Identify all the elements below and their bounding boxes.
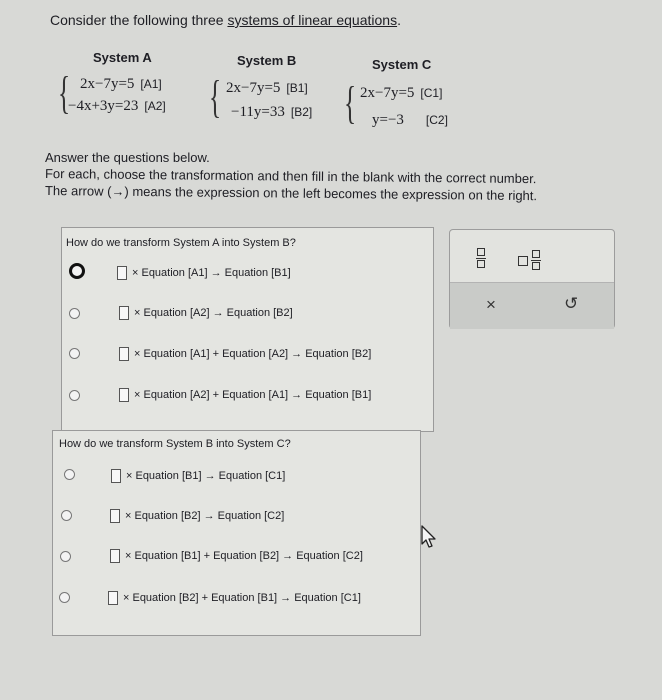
equation-b2-expr: −11y=33 xyxy=(231,104,285,120)
q1-option-3[interactable] xyxy=(119,347,371,361)
system-a-brace: { xyxy=(58,67,71,118)
q2-option-4[interactable] xyxy=(108,591,361,605)
equation-c1-tag: [C1] xyxy=(420,86,443,100)
q2-option-1-blank[interactable] xyxy=(111,469,121,483)
q2-option-4-label: × Equation [B2] + Equation [B1] → Equation [C1] xyxy=(123,592,361,604)
q2-option-3-radio[interactable] xyxy=(60,551,71,562)
q2-option-3-label: × Equation [B1] + Equation [B2] → Equation [C2] xyxy=(125,550,363,562)
q2-option-2-label: × Equation [B2] → Equation [C2] xyxy=(125,510,285,522)
q1-option-1-label: × Equation [A1] → Equation [B1] xyxy=(132,267,291,279)
mixed-number-fraction-icon xyxy=(531,250,541,271)
toolbox-actions xyxy=(450,282,614,329)
q1-option-2-label: × Equation [A2] → Equation [B2] xyxy=(134,307,293,319)
system-b-heading: System B xyxy=(237,53,297,68)
q2-option-1[interactable] xyxy=(111,469,285,483)
q1-option-4[interactable] xyxy=(119,388,371,402)
q2-option-2[interactable] xyxy=(110,509,284,523)
system-c-heading: System C xyxy=(372,57,432,72)
instruction-arrow: The arrow (→) means the expression on the left becomes the expression on the right. xyxy=(44,183,538,204)
equation-b2 xyxy=(231,104,312,121)
question-2-panel xyxy=(52,430,421,636)
question-1-panel xyxy=(61,227,434,432)
equation-c2 xyxy=(372,112,448,129)
equation-c2-tag: [C2] xyxy=(425,113,448,127)
q2-option-1-label: × Equation [B1] → Equation [C1] xyxy=(126,470,286,482)
equation-b1-expr: 2x−7y=5 xyxy=(226,80,281,96)
equation-a1 xyxy=(80,76,162,93)
q1-option-1-blank[interactable] xyxy=(117,266,127,280)
q1-option-4-blank[interactable] xyxy=(119,388,129,402)
clear-button[interactable]: × xyxy=(486,295,496,314)
q1-option-1-radio[interactable] xyxy=(69,263,85,279)
question-1-title: How do we transform System A into System B? xyxy=(66,237,296,249)
question-2-title: How do we transform System B into System C? xyxy=(59,438,291,450)
equation-a2 xyxy=(68,98,166,115)
mouse-pointer-icon xyxy=(421,525,437,549)
q1-option-4-radio[interactable] xyxy=(69,390,80,401)
q2-option-2-radio[interactable] xyxy=(61,510,72,521)
system-c-brace: { xyxy=(344,77,357,128)
undo-button[interactable]: ↺ xyxy=(564,294,579,313)
equation-a2-expr: −4x+3y=23 xyxy=(68,98,139,114)
equation-a2-tag: [A2] xyxy=(144,99,166,113)
q1-option-2-blank[interactable] xyxy=(119,306,129,320)
equation-b2-tag: [B2] xyxy=(290,105,313,119)
q2-option-3-blank[interactable] xyxy=(110,549,120,563)
equation-c2-expr: y=−3 xyxy=(372,112,404,128)
q1-option-3-blank[interactable] xyxy=(119,347,129,361)
problem-intro xyxy=(50,12,401,28)
mixed-number-button[interactable] xyxy=(518,250,541,271)
equation-a1-tag: [A1] xyxy=(140,77,162,91)
intro-period: . xyxy=(397,12,401,28)
equation-c1 xyxy=(360,85,442,102)
fraction-icon xyxy=(476,248,486,269)
equation-b1-tag: [B1] xyxy=(286,81,308,95)
intro-text: Consider the following three xyxy=(50,12,228,28)
equation-a1-expr: 2x−7y=5 xyxy=(80,76,135,92)
q2-option-3[interactable] xyxy=(110,549,363,563)
fraction-button[interactable] xyxy=(476,248,486,273)
q1-option-4-label: × Equation [A2] + Equation [A1] → Equation [B1] xyxy=(134,389,372,401)
instruction-answer: Answer the questions below. xyxy=(45,150,210,165)
q2-option-1-radio[interactable] xyxy=(64,469,75,480)
answer-toolbox xyxy=(449,229,615,329)
instruction-choose: For each, choose the transformation and then fill in the blank with the correct number. xyxy=(44,166,537,187)
q2-option-4-blank[interactable] xyxy=(108,591,118,605)
systems-link-text: systems of linear equations xyxy=(227,12,398,28)
q1-option-2-radio[interactable] xyxy=(69,308,80,319)
q1-option-1[interactable] xyxy=(117,266,291,280)
mixed-number-icon xyxy=(518,256,528,266)
system-a-heading: System A xyxy=(93,50,152,65)
q2-option-4-radio[interactable] xyxy=(59,592,70,603)
q1-option-2[interactable] xyxy=(119,306,293,320)
q1-option-3-radio[interactable] xyxy=(69,348,80,359)
q1-option-3-label: × Equation [A1] + Equation [A2] → Equation [B2] xyxy=(134,348,372,360)
equation-b1 xyxy=(226,80,308,97)
system-b-brace: { xyxy=(209,71,222,122)
equation-c1-expr: 2x−7y=5 xyxy=(360,85,415,101)
q2-option-2-blank[interactable] xyxy=(110,509,120,523)
